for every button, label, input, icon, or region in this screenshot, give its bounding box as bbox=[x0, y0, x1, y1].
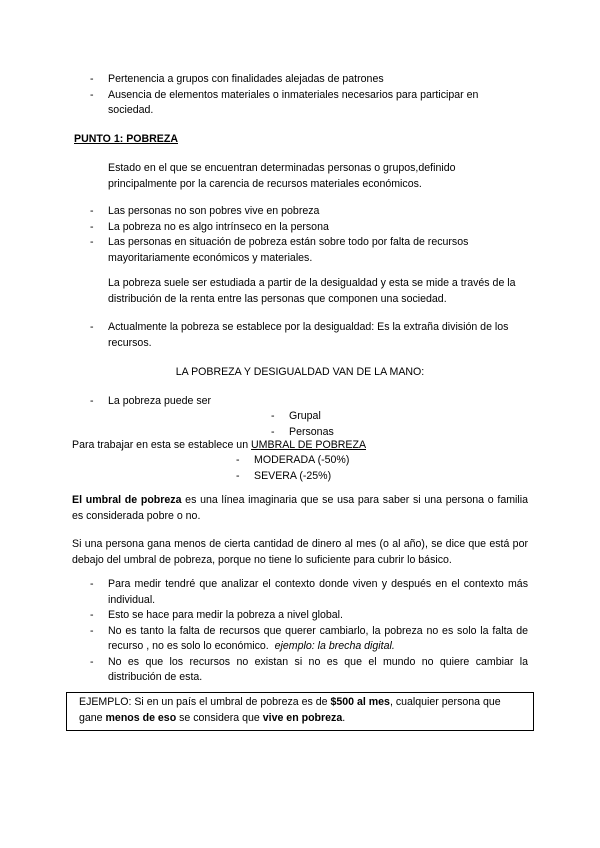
list-item: - Grupal bbox=[271, 409, 421, 425]
list-item: - Las personas en situación de pobreza están sobre todo por falta de recursos mayoritariamente económicos y materiales. bbox=[90, 236, 469, 264]
definition-paragraph: Estado en el que se encuentran determinadas personas o grupos,definido principalmente por la carencia de recursos materiales económicos. bbox=[108, 162, 456, 190]
inequality-paragraph: La pobreza suele ser estudiada a partir de la desigualdad y esta se mide a través de la distribución de la renta entre las personas que componen una sociedad. bbox=[108, 277, 516, 305]
bullet-dash: - bbox=[90, 624, 94, 637]
bullet-dash: - bbox=[90, 220, 94, 233]
list-item: - No es que los recursos no existan si no es que el mundo no quiere cambiar la distribución de esta. bbox=[90, 655, 528, 683]
umbral-term: UMBRAL DE POBREZA bbox=[251, 439, 367, 451]
bullet-dash: - bbox=[90, 609, 94, 621]
list-item: - Esto se hace para medir la pobreza a nivel global. bbox=[90, 608, 528, 624]
bullet-dash: - bbox=[271, 410, 275, 422]
bullet-dash: - bbox=[90, 236, 94, 248]
list-item: - Personas bbox=[271, 425, 421, 441]
bullet-dash: - bbox=[90, 73, 94, 85]
umbral-definition-term: El umbral de pobreza bbox=[72, 494, 182, 506]
list-item: - Actualmente la pobreza se establece por la desigualdad: Es la extraña división de los recursos. bbox=[90, 321, 509, 349]
levels-list bbox=[236, 453, 436, 484]
bullet-dash: - bbox=[90, 205, 94, 217]
list-item: - La pobreza no es algo intrínseco en la persona bbox=[90, 220, 520, 236]
income-paragraph: Si una persona gana menos de cierta cantidad de dinero al mes (o al año), se dice que está por debajo del umbral de pobreza, porque no tiene lo suficiente para cubrir lo básico. bbox=[72, 538, 528, 566]
list-item: - MODERADA (-50%) bbox=[236, 453, 436, 469]
bullet-dash: - bbox=[236, 469, 240, 482]
bullet-dash: - bbox=[90, 88, 94, 101]
intro-list bbox=[90, 72, 500, 119]
bullet-dash: - bbox=[271, 425, 275, 438]
list-item: - SEVERA (-25%) bbox=[236, 469, 436, 485]
measurement-list bbox=[90, 577, 528, 686]
bullet-dash: - bbox=[90, 321, 94, 333]
bullet-dash: - bbox=[90, 655, 94, 668]
list-item: - Las personas no son pobres vive en pobreza bbox=[90, 204, 520, 220]
types-list bbox=[271, 409, 421, 440]
example-note: ejemplo: la brecha digital. bbox=[274, 640, 395, 652]
center-caption: LA POBREZA Y DESIGUALDAD VAN DE LA MANO: bbox=[175, 366, 425, 378]
umbral-definition: El umbral de pobreza es una línea imaginaria que se usa para saber si una persona o familia es considerada pobre o no. bbox=[72, 494, 528, 522]
facts-list bbox=[90, 204, 520, 266]
inequality-list bbox=[90, 320, 530, 351]
list-item: - Para medir tendré que analizar el contexto donde viven y después en el contexto más individual. bbox=[90, 578, 528, 606]
list-item: - No es tanto la falta de recursos que querer cambiarlo, la pobreza no es solo la falta de recurso , no es solo lo económico. ejemplo: la brecha digital. bbox=[90, 624, 528, 652]
umbral-line: Para trabajar en esta se establece un UMBRAL DE POBREZA bbox=[72, 439, 367, 451]
types-intro-list bbox=[90, 394, 390, 410]
bullet-dash: - bbox=[90, 395, 94, 407]
list-item: - Ausencia de elementos materiales o inmateriales necesarios para participar en sociedad. bbox=[90, 88, 479, 116]
list-item: - La pobreza puede ser bbox=[90, 394, 390, 410]
bullet-dash: - bbox=[236, 454, 240, 466]
list-item: - Pertenencia a grupos con finalidades alejadas de patrones bbox=[90, 72, 500, 88]
example-box: EJEMPLO: Si en un país el umbral de pobreza es de $500 al mes, cualquier persona que gane menos de eso se considera que vive en pobreza. bbox=[66, 692, 534, 731]
bullet-dash: - bbox=[90, 578, 94, 590]
section-heading: PUNTO 1: POBREZA bbox=[74, 133, 178, 145]
